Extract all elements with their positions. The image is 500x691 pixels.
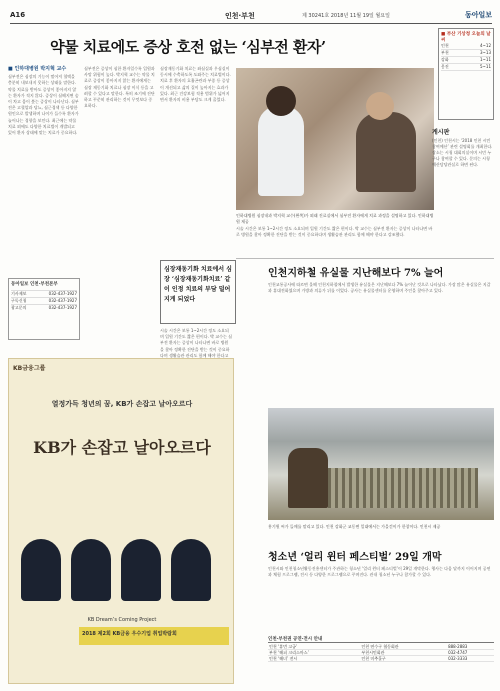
- weather-box: [438, 28, 494, 120]
- table-row: 인천 ‘휴먼 고궁’ 인천 연수구 협동회관 888-2883: [268, 644, 494, 650]
- table-row: 부천 ‘해피 크리스마스’ 부천시민회관 032-4747: [268, 650, 494, 656]
- article-subhead: ■ 인하대병원 박지혁 교수: [8, 66, 67, 72]
- article-text: 심부전은 증상이 심한 환자일수록 입원과 사망 위험이 높다. 박지혁 교수는 약물 치료로 증상이 좋아지지 않는 환자에게는 심장 재동기화 치료나 심장 이식 등을 고려할 수 있다고 말한다. 특히 조기에 진단하고 꾸준히 관리하는 것이 무엇보다 중요하다.: [84, 66, 155, 109]
- contact-box-title: 동아일보 인천·부천본부: [11, 282, 58, 287]
- issue-date: 제 30241호 2018년 11월 19일 월요일: [302, 13, 390, 19]
- festival-article: [268, 566, 494, 632]
- contact-row: 구독신청 032-437-1927: [11, 298, 77, 303]
- weather-row: 부천 3~13: [441, 50, 491, 55]
- contact-row: 기사제보 032-437-1927: [11, 291, 77, 296]
- photo-caption: 인하대병원 심장내과 박지혁 교수(왼쪽)가 외래 진료실에서 심부전 환자에게 치료 과정을 설명하고 있다. 인하대병원 제공: [236, 213, 434, 224]
- weather-row: 강화 1~11: [441, 57, 491, 62]
- culture-guide-table: [268, 636, 494, 662]
- article-text: 심부전은 심장의 기능이 떨어져 혈액을 충분히 내보내지 못하는 상태를 말한다. 약물 치료를 받아도 증상이 좋아지지 않는 환자가 적지 않다. 증상이 심해지면 숨이 차고 몸이 붓는 증상이 나타난다. 심부전은 고혈압과 당뇨, 심근경색 등 다양한 원인으로 발생하며 나이가 들수록 환자가 늘어나는 경향을 보인다. 최근에는 약물 치료 외에도 다양한 치료법이 개발되고 있어 환자 상태에 맞는 치료가 중요하다.: [8, 74, 79, 136]
- table-row: 인천 ‘해녀’ 전시 인천 미추홀구 032-3333: [268, 656, 494, 662]
- article-column-3b: [160, 328, 232, 358]
- article-column-1: [8, 66, 80, 272]
- doctor-patient-photo: [236, 68, 434, 210]
- contact-box: [8, 278, 80, 340]
- ad-big-copy: KB가 손잡고 날아오르다: [33, 438, 211, 457]
- guide-title: 인천·부천권 공연·전시 안내: [268, 636, 494, 643]
- ad-event-banner: 2018 제2회 KB금융 우수기업 취업박람회: [79, 627, 229, 645]
- subway-article: [268, 282, 494, 392]
- contact-row: 광고문의 032-437-1927: [11, 305, 77, 310]
- ad-tagline: KB Dream’s Coming Project: [87, 617, 157, 623]
- harvest-photo: [268, 408, 494, 520]
- article-text: 시술 시간은 보통 1~2시간 정도 소요되며 입원 기간도 짧은 편이다. 박 교수는 심부전 환자는 증상이 나타나면 바로 병원을 찾아 정확한 진단을 받는 것이 중요하다며 생활습관 관리도 함께 해야 한다고 강조했다.: [236, 226, 433, 238]
- photo-caption: 홍기원 씨가 들깨를 말리고 있다. 인천 강화군 교동면 일대에서는 가을걷이가 한창이다. 인천시 제공: [268, 524, 441, 529]
- paper-logo: 동아일보: [464, 11, 492, 19]
- pull-quote: 심장재동기화 치료에서 심장 ‘심장재동기화치료’ 같이 인정 치료의 부담 덜어 지게 되었다: [160, 260, 236, 324]
- festival-headline: 청소년 ‘얼리 윈터 페스티벌’ 29일 개막: [268, 552, 442, 563]
- notice-text: (인천) 인천시는 ‘2018 인천 시민 참여예산’ 관련 설명회를 개최한다. 장소는 시청 대회의실이며 시민 누구나 참여할 수 있다. 문의는 시청 예산담당관실로 하면 된다.: [432, 138, 493, 167]
- ad-copy: 열정가득 청년의 꿈, KB가 손잡고 날아오르다: [51, 400, 193, 408]
- article-column-2: [84, 66, 156, 340]
- main-headline: 약물 치료에도 증상 호전 없는 ‘심부전 환자’: [50, 38, 326, 56]
- article-text: 인천시와 인천청소년활동진흥센터가 주관하는 청소년 ‘얼리 윈터 페스티벌’이 29일 개막한다. 행사는 다음 달까지 이어지며 공연과 체험 프로그램, 전시 등 다양한 프로그램으로 꾸며진다. 관내 청소년 누구나 참가할 수 있다.: [268, 566, 491, 578]
- article-text: 인천교통공사에 따르면 올해 인천지하철에서 발생한 유실물은 지난해보다 7% 늘어난 것으로 나타났다. 가장 많은 유실물은 지갑과 휴대전화였으며 가방과 의류가 뒤를 이었다. 공사는 유실물센터를 운영하며 주인을 찾아주고 있다.: [268, 282, 491, 294]
- weather-title: ■ 부산 기상청 오늘의 날씨: [441, 32, 491, 43]
- notice-board: [432, 130, 494, 168]
- kb-logo: KB금융그룹: [13, 365, 46, 372]
- kb-advertisement[interactable]: [8, 358, 234, 684]
- subway-headline: 인천지하철 유실물 지난해보다 7% 늘어: [268, 268, 444, 279]
- article-column-3: [160, 66, 232, 256]
- weather-row: 인천 4~12: [441, 43, 491, 48]
- section-name: 인천·부천: [225, 12, 255, 20]
- article-column-4: [236, 226, 434, 256]
- article-text: 시술 시간은 보통 1~2시간 정도 소요되며 입원 기간도 짧은 편이다. 박 교수는 심부전 환자는 증상이 나타나면 바로 병원을 찾아 정확한 진단을 받는 것이 중요하다며 생활습관 관리도 함께 해야 한다고: [160, 328, 232, 358]
- weather-row: 옹진 5~11: [441, 64, 491, 69]
- article-text: 심장재동기화 치료는 좌심실과 우심실이 동시에 수축하도록 도와주는 치료법이다. 치료 후 환자의 호흡곤란과 부종 등 증상이 개선되고 삶의 질이 높아지는 효과가 있다. 최근 건강보험 적용 범위가 넓어지면서 환자의 비용 부담도 크게 줄었다.: [160, 66, 231, 103]
- divider: [236, 258, 494, 259]
- page-header: [10, 8, 492, 24]
- page-number: A16: [10, 11, 26, 19]
- notice-title: 게시판: [432, 129, 450, 136]
